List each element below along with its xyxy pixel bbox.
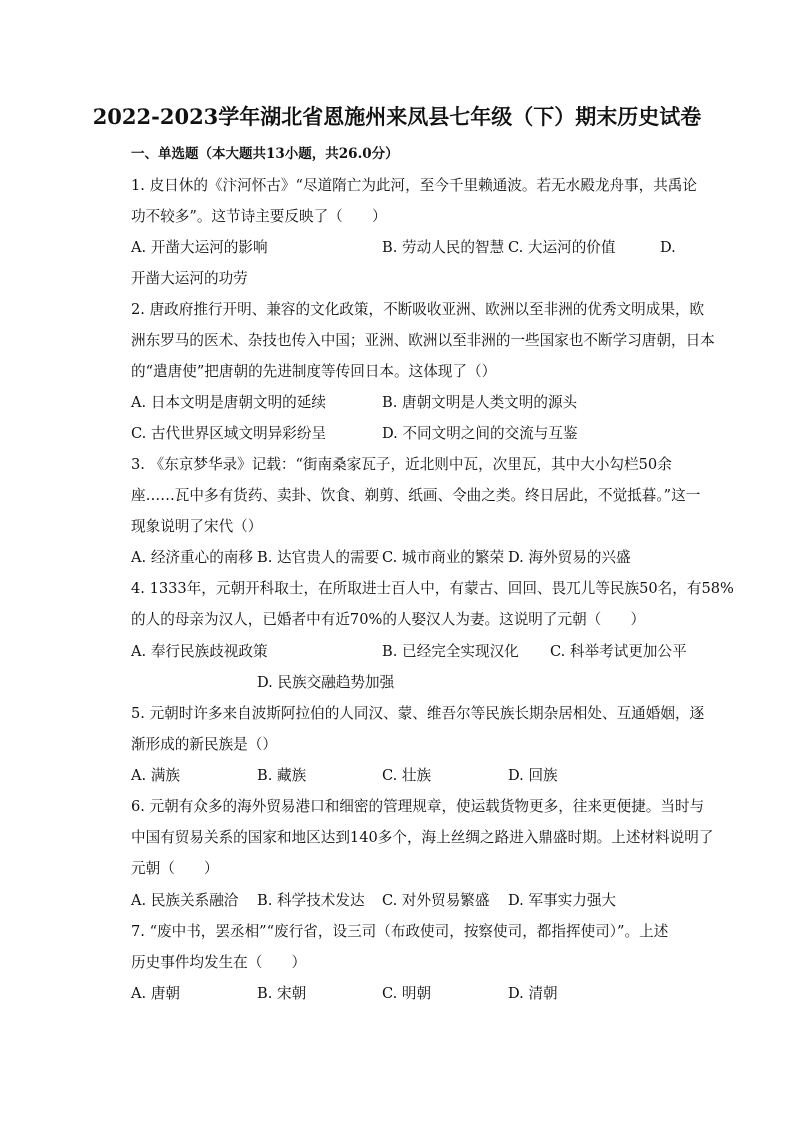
- question-3-option-c: C. 城市商业的繁荣: [382, 549, 505, 566]
- question-6-option-b: B. 科学技术发达: [257, 892, 365, 909]
- question-4-option-b: B. 已经完全实现汉化: [382, 643, 519, 660]
- question-3-option-a: A. 经济重心的南移: [131, 549, 253, 566]
- question-2-option-d: D. 不同文明之间的交流与互鉴: [382, 425, 578, 442]
- question-3-line-2: 座……瓦中多有货药、卖卦、饮食、剃剪、纸画、令曲之类。终日居此，不觉抵暮。”这一: [131, 487, 701, 504]
- question-1-option-b: B. 劳动人民的智慧: [382, 239, 505, 256]
- question-1-option-a: A. 开凿大运河的影响: [131, 239, 268, 256]
- question-5-line-1: 5. 元朝时许多来自波斯阿拉伯的人同汉、蒙、维吾尔等民族长期杂居相处、互通婚姻，逐: [131, 705, 705, 722]
- page-title: 2022-2023学年湖北省恩施州来凤县七年级（下）期末历史试卷: [92, 104, 702, 129]
- question-2-line-1: 2. 唐政府推行开明、兼容的文化政策，不断吸收亚洲、欧洲以至非洲的优秀文明成果，欧: [131, 301, 705, 318]
- question-6-line-2: 中国有贸易关系的国家和地区达到140多个，海上丝绸之路进入鼎盛时期。上述材料说明了: [131, 829, 714, 846]
- question-5-option-d: D. 回族: [508, 767, 558, 784]
- question-1-line-1: 1. 皮日休的《汴河怀古》“尽道隋亡为此河，至今千里赖通波。若无水殿龙舟事，共禹论: [131, 177, 697, 194]
- question-2-option-b: B. 唐朝文明是人类文明的源头: [382, 394, 578, 411]
- question-4-option-a: A. 奉行民族歧视政策: [131, 643, 268, 660]
- question-2-option-a: A. 日本文明是唐朝文明的延续: [131, 394, 326, 411]
- question-4-line-1: 4. 1333年，元朝开科取士，在所取进士百人中，有蒙古、回回、畏兀儿等民族50名，有58%: [131, 580, 734, 597]
- question-1-line-2: 功不较多”。这节诗主要反映了（ ）: [131, 208, 387, 225]
- question-1-option-d: D.: [660, 239, 676, 256]
- question-6-line-1: 6. 元朝有众多的海外贸易港口和细密的管理规章，使运载货物更多，往来更便捷。当时与: [131, 798, 705, 815]
- question-7-option-d: D. 清朝: [508, 985, 558, 1002]
- question-1-option-d-text: 开凿大运河的功劳: [131, 270, 248, 287]
- question-7-option-c: C. 明朝: [382, 985, 432, 1002]
- question-2-option-c: C. 古代世界区域文明异彩纷呈: [131, 425, 327, 442]
- question-6-line-3: 元朝（ ）: [131, 860, 219, 877]
- question-5-option-c: C. 壮族: [382, 767, 432, 784]
- question-5-option-a: A. 满族: [131, 767, 181, 784]
- question-5-line-2: 渐形成的新民族是（）: [131, 736, 277, 753]
- question-4-option-d: D. 民族交融趋势加强: [257, 674, 395, 691]
- question-2-line-3: 的“遣唐使”把唐朝的先进制度等传回日本。这体现了（）: [131, 363, 497, 380]
- question-3-option-b: B. 达官贵人的需要: [257, 549, 380, 566]
- question-3-line-1: 3. 《东京梦华录》记载：“街南桑家瓦子，近北则中瓦，次里瓦，其中大小勾栏50余: [131, 456, 672, 473]
- question-7-option-b: B. 宋朝: [257, 985, 307, 1002]
- question-7-line-1: 7. “废中书，罢丞相”“废行省，设三司（布政使司，按察使司，都指挥使司）”。上述: [131, 923, 669, 940]
- question-3-option-d: D. 海外贸易的兴盛: [508, 549, 631, 566]
- question-6-option-a: A. 民族关系融洽: [131, 892, 239, 909]
- question-2-line-2: 洲东罗马的医术、杂技也传入中国；亚洲、欧洲以至非洲的一些国家也不断学习唐朝，日本: [131, 332, 715, 349]
- question-5-option-b: B. 藏族: [257, 767, 307, 784]
- section-heading: 一、单选题（本大题共13小题，共26.0分）: [131, 146, 399, 162]
- question-3-line-3: 现象说明了宋代（）: [131, 518, 263, 535]
- question-4-option-c: C. 科举考试更加公平: [550, 643, 687, 660]
- question-6-option-d: D. 军事实力强大: [508, 892, 617, 909]
- question-7-option-a: A. 唐朝: [131, 985, 181, 1002]
- question-4-line-2: 的人的母亲为汉人，已婚者中有近70%的人娶汉人为妻。这说明了元朝（ ）: [131, 611, 646, 628]
- question-6-option-c: C. 对外贸易繁盛: [382, 892, 490, 909]
- question-1-option-c: C. 大运河的价值: [508, 239, 616, 256]
- question-7-line-2: 历史事件均发生在（ ）: [131, 954, 307, 971]
